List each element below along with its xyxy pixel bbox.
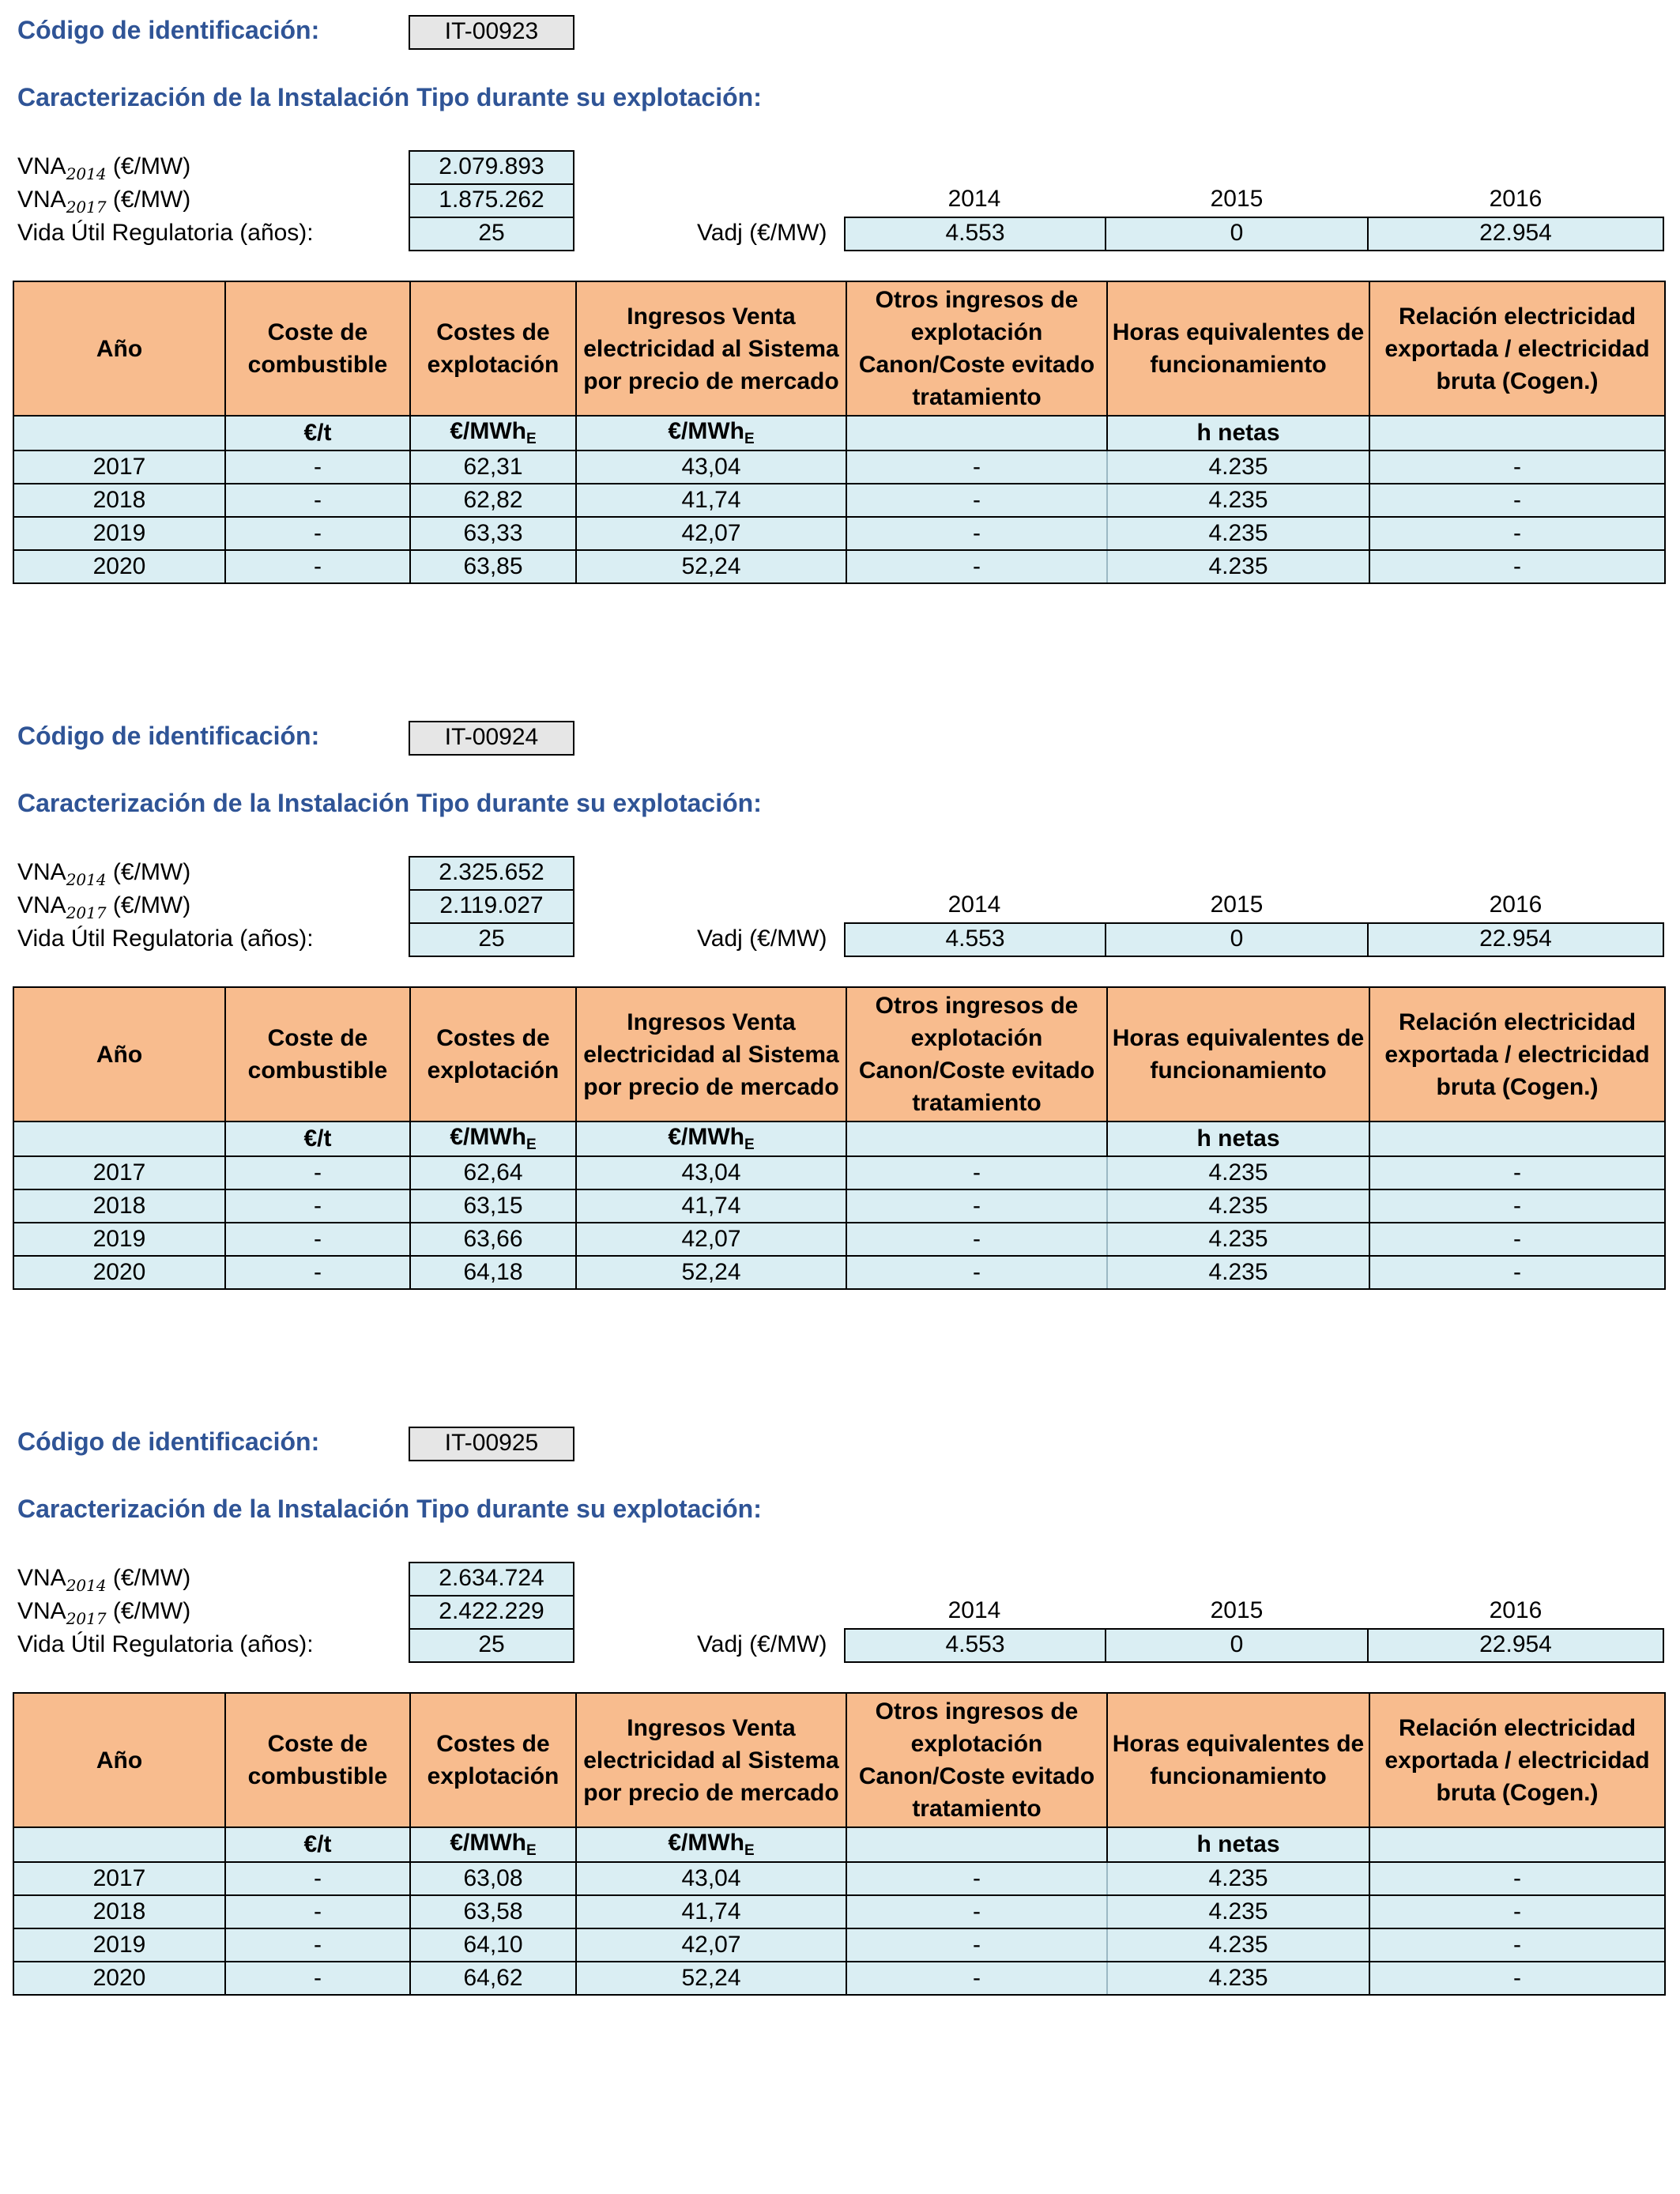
table-row: [13, 1189, 1665, 1223]
income-cell: 43,04: [576, 1862, 846, 1895]
other-income-cell: -: [846, 550, 1107, 583]
other-income-cell: -: [846, 1928, 1107, 1962]
vna-2017-label: $VNA_{2017}$ (€/MW): [17, 187, 191, 217]
unit-year: [13, 1122, 225, 1156]
income-cell: 43,04: [576, 1156, 846, 1189]
opex-cell: 63,66: [410, 1223, 576, 1256]
vadj-year-2015: 2015: [1210, 1597, 1264, 1623]
table-row: [13, 550, 1665, 583]
header-electricity-ratio: Relación electricidad exportada / electricidad bruta (Cogen.): [1369, 281, 1665, 416]
income-cell: 42,07: [576, 1928, 846, 1962]
fuel-cost-cell: -: [225, 517, 410, 550]
vadj-2016-value: 22.954: [1367, 1628, 1664, 1663]
header-equivalent-hours: Horas equivalentes de funcionamiento: [1107, 1693, 1369, 1827]
table-row: [13, 484, 1665, 517]
vadj-year-2014: 2014: [947, 1597, 1001, 1623]
year-cell: 2018: [13, 1189, 225, 1223]
fuel-cost-cell: -: [225, 1189, 410, 1223]
fuel-cost-cell: -: [225, 1895, 410, 1928]
opex-cell: 63,08: [410, 1862, 576, 1895]
fuel-cost-cell: -: [225, 484, 410, 517]
vadj-2015-value: 0: [1105, 922, 1369, 957]
other-income-cell: -: [846, 1256, 1107, 1289]
unit-opex: €/MWh$_E$: [410, 1122, 576, 1156]
vadj-2014-value: 4.553: [844, 922, 1106, 957]
header-equivalent-hours: Horas equivalentes de funcionamiento: [1107, 281, 1369, 416]
vida-util-label: Vida Útil Regulatoria (años):: [17, 220, 314, 246]
table-header-row: [13, 1693, 1665, 1827]
hours-cell: 4.235: [1107, 1862, 1369, 1895]
other-income-cell: -: [846, 1862, 1107, 1895]
year-cell: 2018: [13, 1895, 225, 1928]
vna-2017-label: $VNA_{2017}$ (€/MW): [17, 892, 191, 922]
opex-cell: 63,85: [410, 550, 576, 583]
hours-cell: 4.235: [1107, 1156, 1369, 1189]
income-cell: 41,74: [576, 484, 846, 517]
installation-block: [0, 1412, 1680, 2107]
header-electricity-ratio: Relación electricidad exportada / electricidad bruta (Cogen.): [1369, 1693, 1665, 1827]
installation-block: [0, 0, 1680, 696]
installation-code: IT-00923: [409, 15, 574, 50]
vna-2017-value: 2.119.027: [409, 889, 574, 924]
table-row: [13, 1862, 1665, 1895]
vadj-label: Vadj (€/MW): [697, 220, 827, 246]
vadj-label: Vadj (€/MW): [697, 1631, 827, 1657]
installation-block: [0, 706, 1680, 1401]
unit-year: [13, 1827, 225, 1862]
unit-ratio: [1369, 1827, 1665, 1862]
other-income-cell: -: [846, 1962, 1107, 1995]
header-year: Año: [13, 281, 225, 416]
header-fuel-cost: Coste de combustible: [225, 281, 410, 416]
header-equivalent-hours: Horas equivalentes de funcionamiento: [1107, 987, 1369, 1122]
hours-cell: 4.235: [1107, 517, 1369, 550]
vadj-year-2014: 2014: [947, 892, 1001, 918]
unit-opex: €/MWh$_E$: [410, 416, 576, 450]
vna-2014-value: 2.079.893: [409, 150, 574, 185]
unit-income: €/MWh$_E$: [576, 1122, 846, 1156]
caracterizacion-heading: Caracterización de la Instalación Tipo durante su explotación:: [17, 1495, 762, 1523]
vida-util-value: 25: [409, 217, 574, 251]
header-opex: Costes de explotación: [410, 281, 576, 416]
vadj-2015-value: 0: [1105, 1628, 1369, 1663]
fuel-cost-cell: -: [225, 1928, 410, 1962]
opex-cell: 63,15: [410, 1189, 576, 1223]
hours-cell: 4.235: [1107, 1189, 1369, 1223]
vadj-2016-value: 22.954: [1367, 217, 1664, 251]
income-cell: 42,07: [576, 1223, 846, 1256]
other-income-cell: -: [846, 1895, 1107, 1928]
vadj-year-2016: 2016: [1489, 186, 1543, 212]
vna-2014-label: $VNA_{2014}$ (€/MW): [17, 859, 191, 889]
hours-cell: 4.235: [1107, 1223, 1369, 1256]
year-cell: 2019: [13, 517, 225, 550]
vna-2017-label: $VNA_{2017}$ (€/MW): [17, 1598, 191, 1628]
other-income-cell: -: [846, 1156, 1107, 1189]
unit-income: €/MWh$_E$: [576, 416, 846, 450]
fuel-cost-cell: -: [225, 1256, 410, 1289]
vadj-2014-value: 4.553: [844, 1628, 1106, 1663]
income-cell: 43,04: [576, 450, 846, 484]
year-cell: 2020: [13, 1962, 225, 1995]
ratio-cell: -: [1369, 1256, 1665, 1289]
operation-table: [13, 986, 1666, 1290]
units-row: [13, 1827, 1665, 1862]
opex-cell: 62,82: [410, 484, 576, 517]
hours-cell: 4.235: [1107, 1895, 1369, 1928]
vna-2017-value: 2.422.229: [409, 1595, 574, 1630]
header-other-income: Otros ingresos de explotación Canon/Coste evitado tratamiento: [846, 281, 1107, 416]
other-income-cell: -: [846, 450, 1107, 484]
ratio-cell: -: [1369, 1223, 1665, 1256]
income-cell: 52,24: [576, 1256, 846, 1289]
opex-cell: 64,62: [410, 1962, 576, 1995]
opex-cell: 63,58: [410, 1895, 576, 1928]
vadj-label: Vadj (€/MW): [697, 925, 827, 952]
vna-2014-label: $VNA_{2014}$ (€/MW): [17, 153, 191, 183]
table-row: [13, 517, 1665, 550]
unit-fuel: €/t: [225, 1122, 410, 1156]
table-row: [13, 1156, 1665, 1189]
hours-cell: 4.235: [1107, 484, 1369, 517]
header-income-market: Ingresos Venta electricidad al Sistema por precio de mercado: [576, 1693, 846, 1827]
vadj-year-2014: 2014: [947, 186, 1001, 212]
ratio-cell: -: [1369, 1862, 1665, 1895]
vida-util-label: Vida Útil Regulatoria (años):: [17, 925, 314, 952]
operation-table: [13, 281, 1666, 584]
ratio-cell: -: [1369, 550, 1665, 583]
caracterizacion-heading: Caracterización de la Instalación Tipo durante su explotación:: [17, 789, 762, 817]
vadj-2014-value: 4.553: [844, 217, 1106, 251]
header-year: Año: [13, 987, 225, 1122]
unit-hours: h netas: [1107, 1122, 1369, 1156]
ratio-cell: -: [1369, 1189, 1665, 1223]
unit-other: [846, 416, 1107, 450]
fuel-cost-cell: -: [225, 550, 410, 583]
fuel-cost-cell: -: [225, 1862, 410, 1895]
vadj-year-2016: 2016: [1489, 892, 1543, 918]
table-header-row: [13, 987, 1665, 1122]
caracterizacion-heading: Caracterización de la Instalación Tipo durante su explotación:: [17, 83, 762, 111]
table-row: [13, 1223, 1665, 1256]
header-other-income: Otros ingresos de explotación Canon/Coste evitado tratamiento: [846, 1693, 1107, 1827]
installation-code: IT-00925: [409, 1427, 574, 1461]
table-row: [13, 450, 1665, 484]
ratio-cell: -: [1369, 450, 1665, 484]
vida-util-value: 25: [409, 922, 574, 957]
fuel-cost-cell: -: [225, 1962, 410, 1995]
vadj-year-2015: 2015: [1210, 892, 1264, 918]
other-income-cell: -: [846, 1223, 1107, 1256]
vna-2017-value: 1.875.262: [409, 183, 574, 218]
header-opex: Costes de explotación: [410, 987, 576, 1122]
unit-opex: €/MWh$_E$: [410, 1827, 576, 1862]
table-row: [13, 1962, 1665, 1995]
header-opex: Costes de explotación: [410, 1693, 576, 1827]
unit-year: [13, 416, 225, 450]
fuel-cost-cell: -: [225, 450, 410, 484]
year-cell: 2019: [13, 1223, 225, 1256]
table-row: [13, 1256, 1665, 1289]
unit-fuel: €/t: [225, 416, 410, 450]
opex-cell: 63,33: [410, 517, 576, 550]
header-income-market: Ingresos Venta electricidad al Sistema por precio de mercado: [576, 281, 846, 416]
year-cell: 2017: [13, 1862, 225, 1895]
income-cell: 41,74: [576, 1895, 846, 1928]
vadj-year-2016: 2016: [1489, 1597, 1543, 1623]
opex-cell: 62,31: [410, 450, 576, 484]
hours-cell: 4.235: [1107, 550, 1369, 583]
codigo-label: Código de identificación:: [17, 16, 320, 44]
units-row: [13, 1122, 1665, 1156]
ratio-cell: -: [1369, 517, 1665, 550]
income-cell: 52,24: [576, 550, 846, 583]
unit-other: [846, 1827, 1107, 1862]
unit-hours: h netas: [1107, 416, 1369, 450]
operation-table: [13, 1692, 1666, 1996]
hours-cell: 4.235: [1107, 450, 1369, 484]
year-cell: 2018: [13, 484, 225, 517]
fuel-cost-cell: -: [225, 1223, 410, 1256]
unit-income: €/MWh$_E$: [576, 1827, 846, 1862]
ratio-cell: -: [1369, 1156, 1665, 1189]
year-cell: 2019: [13, 1928, 225, 1962]
year-cell: 2020: [13, 550, 225, 583]
header-electricity-ratio: Relación electricidad exportada / electricidad bruta (Cogen.): [1369, 987, 1665, 1122]
unit-other: [846, 1122, 1107, 1156]
codigo-label: Código de identificación:: [17, 722, 320, 750]
vna-2014-label: $VNA_{2014}$ (€/MW): [17, 1565, 191, 1595]
vadj-2015-value: 0: [1105, 217, 1369, 251]
ratio-cell: -: [1369, 1928, 1665, 1962]
vadj-2016-value: 22.954: [1367, 922, 1664, 957]
hours-cell: 4.235: [1107, 1962, 1369, 1995]
year-cell: 2017: [13, 1156, 225, 1189]
header-fuel-cost: Coste de combustible: [225, 1693, 410, 1827]
units-row: [13, 416, 1665, 450]
hours-cell: 4.235: [1107, 1256, 1369, 1289]
opex-cell: 62,64: [410, 1156, 576, 1189]
table-header-row: [13, 281, 1665, 416]
ratio-cell: -: [1369, 484, 1665, 517]
unit-ratio: [1369, 1122, 1665, 1156]
opex-cell: 64,10: [410, 1928, 576, 1962]
codigo-label: Código de identificación:: [17, 1427, 320, 1456]
header-fuel-cost: Coste de combustible: [225, 987, 410, 1122]
year-cell: 2020: [13, 1256, 225, 1289]
other-income-cell: -: [846, 484, 1107, 517]
fuel-cost-cell: -: [225, 1156, 410, 1189]
header-income-market: Ingresos Venta electricidad al Sistema por precio de mercado: [576, 987, 846, 1122]
header-year: Año: [13, 1693, 225, 1827]
table-row: [13, 1895, 1665, 1928]
header-other-income: Otros ingresos de explotación Canon/Coste evitado tratamiento: [846, 987, 1107, 1122]
income-cell: 41,74: [576, 1189, 846, 1223]
unit-ratio: [1369, 416, 1665, 450]
opex-cell: 64,18: [410, 1256, 576, 1289]
vida-util-label: Vida Útil Regulatoria (años):: [17, 1631, 314, 1657]
other-income-cell: -: [846, 517, 1107, 550]
vna-2014-value: 2.325.652: [409, 856, 574, 891]
table-row: [13, 1928, 1665, 1962]
other-income-cell: -: [846, 1189, 1107, 1223]
installation-code: IT-00924: [409, 721, 574, 756]
hours-cell: 4.235: [1107, 1928, 1369, 1962]
ratio-cell: -: [1369, 1895, 1665, 1928]
vna-2014-value: 2.634.724: [409, 1562, 574, 1596]
ratio-cell: -: [1369, 1962, 1665, 1995]
vadj-year-2015: 2015: [1210, 186, 1264, 212]
year-cell: 2017: [13, 450, 225, 484]
income-cell: 42,07: [576, 517, 846, 550]
unit-hours: h netas: [1107, 1827, 1369, 1862]
unit-fuel: €/t: [225, 1827, 410, 1862]
income-cell: 52,24: [576, 1962, 846, 1995]
vida-util-value: 25: [409, 1628, 574, 1663]
